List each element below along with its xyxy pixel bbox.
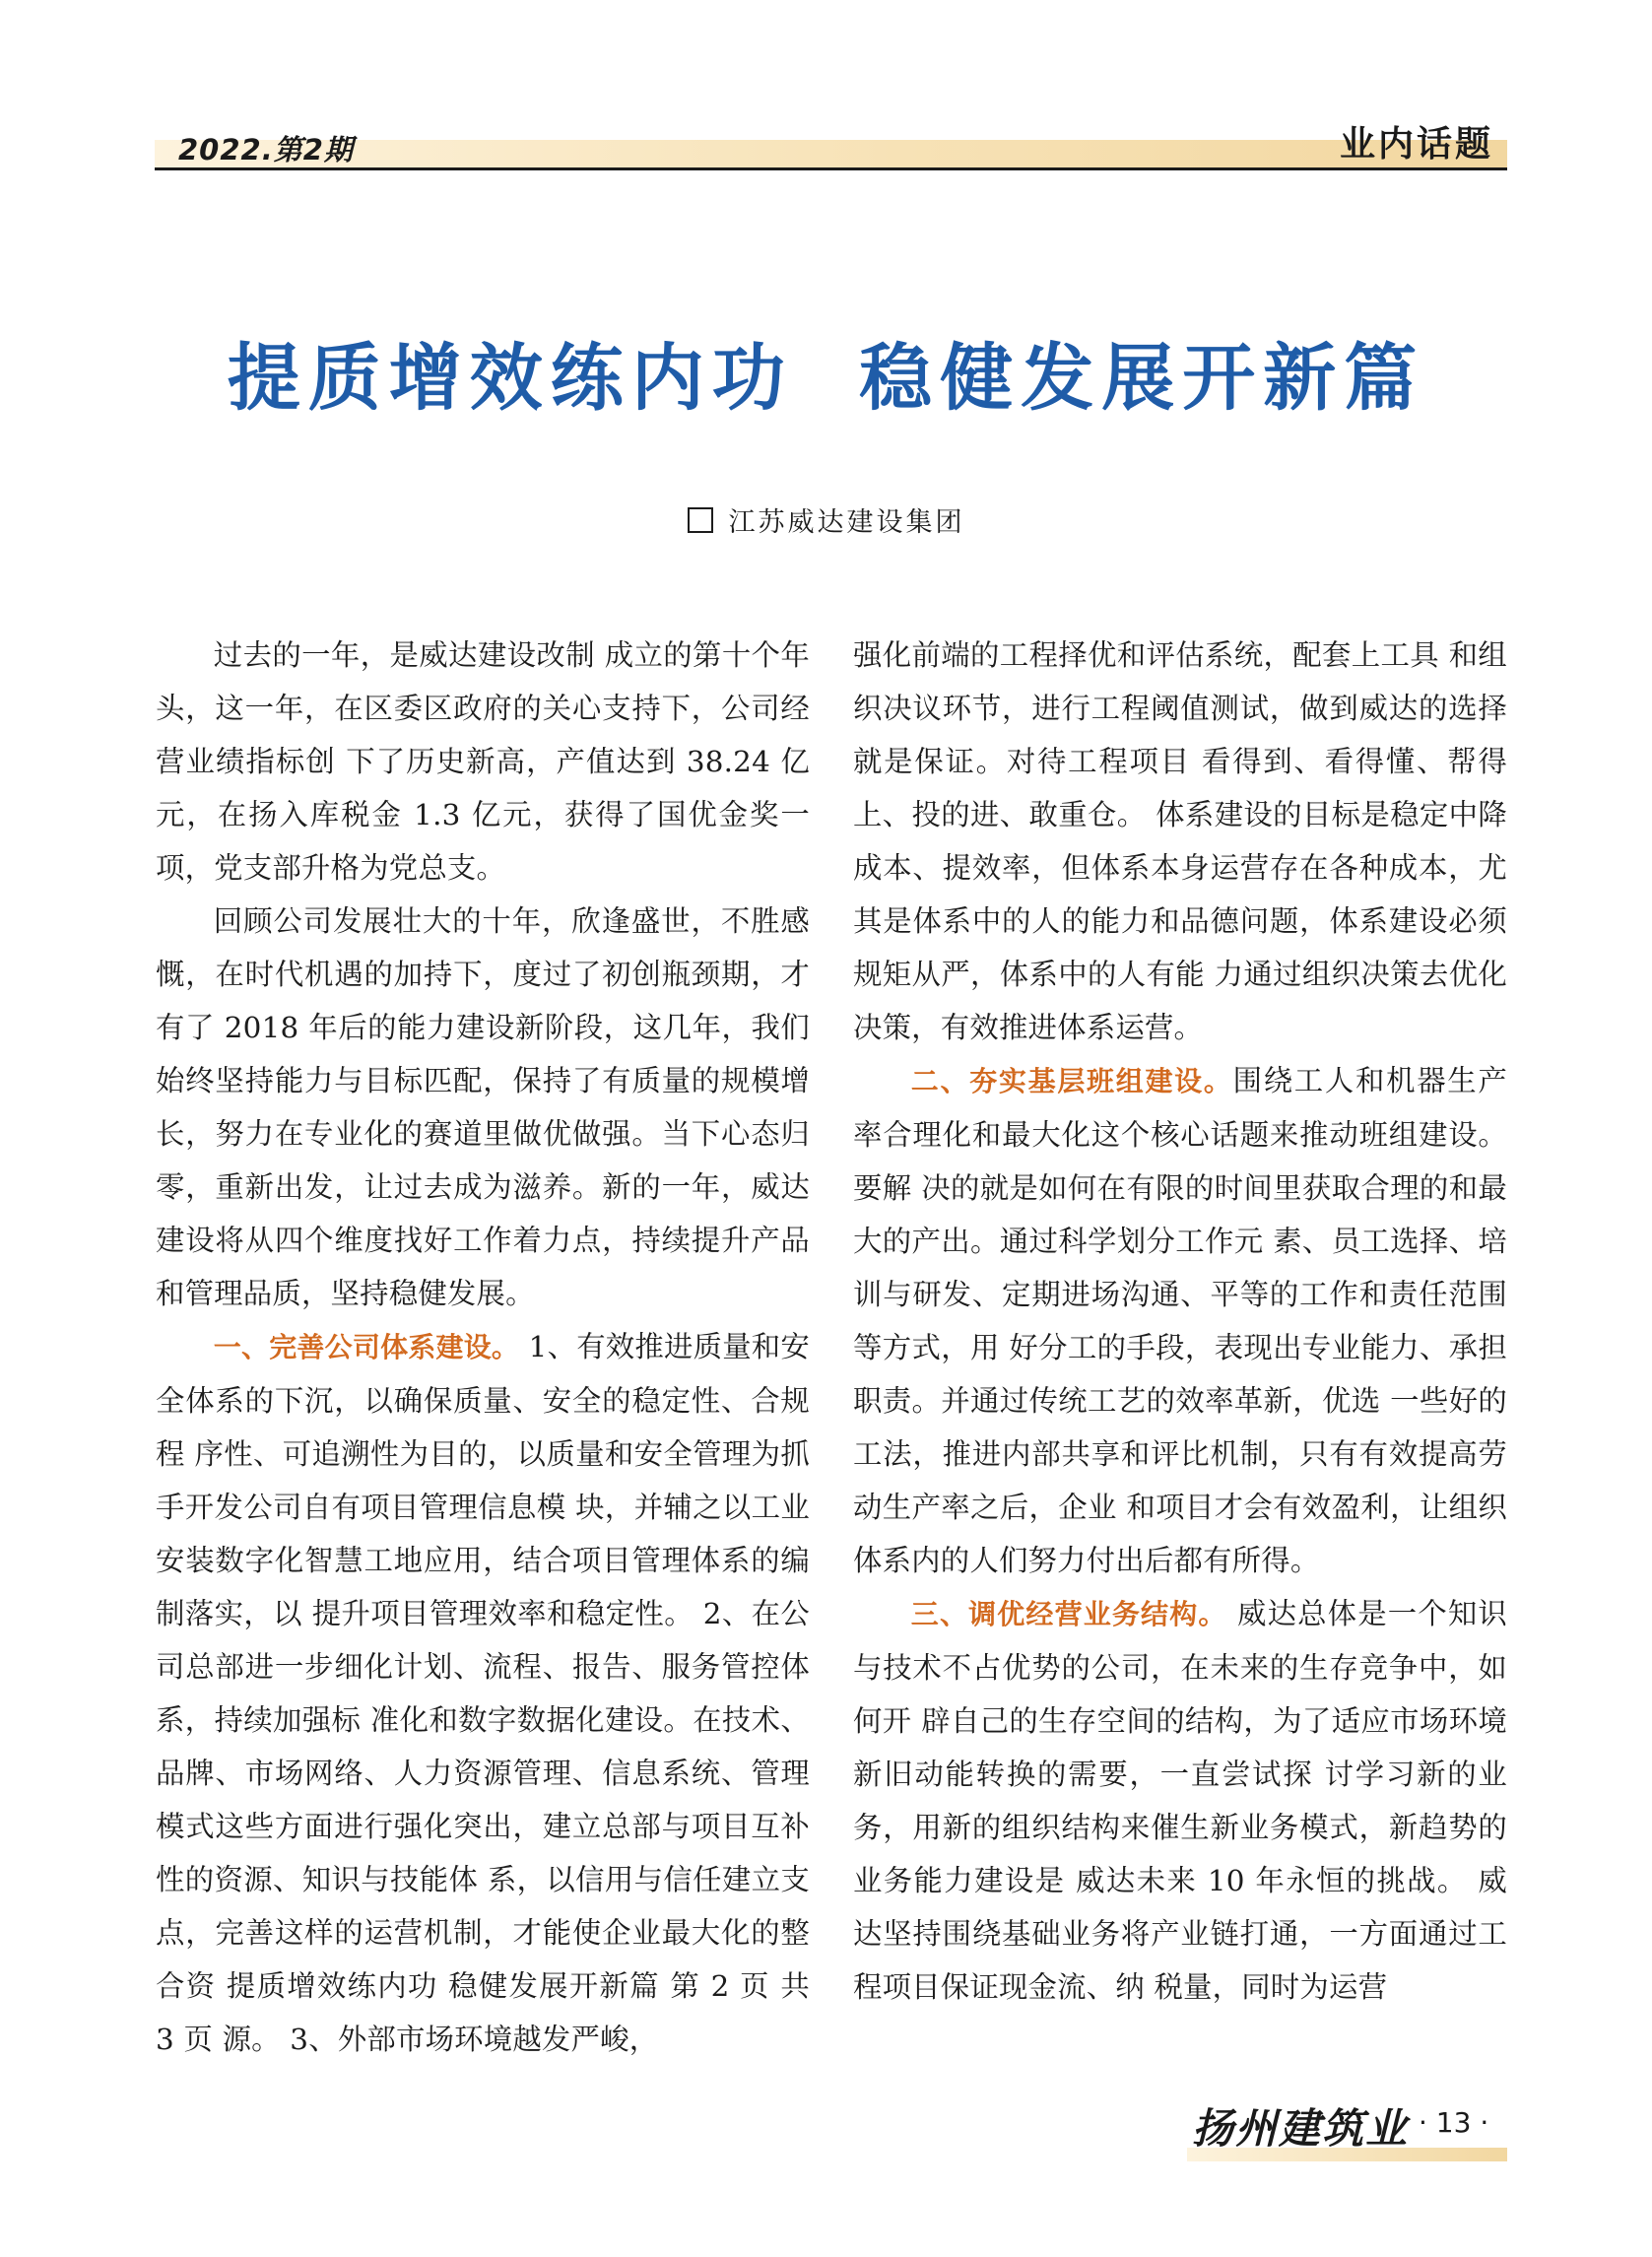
paragraph: 强化前端的工程择优和评估系统，配套上工具 和组织决议环节，进行工程阈值测试，做到威达的选择就是保证。对待工程项目 看得到、看得懂、帮得上、投的进、敢重仓。 体系建设的目标是稳定中降成本、提效率，但体系本身运营存在各种成本，尤其是体系中的人的能力和品德问题，体系建设必须规矩从严，体系中的人有能 力通过组织决策去优化决策，有效推进体系运营。 (853, 638, 1507, 1044)
paragraph (853, 1054, 1507, 1587)
paragraph-text: 围绕工人和机器生产率合理化和最大化这个核心话题来推动班组建设。要解 决的就是如何在有限的时间里获取合理的和最大的产出。通过科学划分工作元 素、员工选择、培训与研发、定期进场沟通、平等的工作和责任范围等方式，用 好分工的手段，表现出专业能力、承担职责。并通过传统工艺的效率革新，优选 一些好的工法，推进内部共享和评比机制，只有有效提高劳动生产率之后，企业 和项目才会有效盈利，让组织体系内的人们努力付出后都有所得。 (853, 1064, 1507, 1577)
right-column (853, 629, 1507, 2014)
issue-label: 2022.第2期 (178, 133, 354, 166)
article-title: 提质增效练内功 稳健发展开新篇 (227, 336, 1425, 421)
square-icon (688, 507, 713, 533)
section-label: 业内话题 (1339, 124, 1493, 165)
section-heading: 三、调优经营业务结构。 (910, 1598, 1227, 1630)
page-number: · 13 · (1419, 2106, 1489, 2139)
paragraph: 过去的一年，是威达建设改制 成立的第十个年头，这一年，在区委区政府的关心支持下，公司经营业绩指标创 下了历史新高，产值达到 38.24 亿元，在扬入库税金 1.3 亿元，获得了国优金奖一项，党支部升格为党总支。 (156, 638, 810, 885)
header-band (155, 140, 1507, 167)
byline (0, 500, 1652, 539)
paragraph (853, 1587, 1507, 2014)
section-heading: 二、夯实基层班组建设。 (910, 1065, 1233, 1097)
page-header (155, 110, 1507, 173)
section-heading: 一、完善公司体系建设。 (213, 1331, 520, 1363)
author: 江苏威达建设集团 (728, 507, 965, 538)
paragraph: 回顾公司发展壮大的十年，欣逢盛世，不胜感慨，在时代机遇的加持下，度过了初创瓶颈期，才有了 2018 年后的能力建设新阶段，这几年，我们始终坚持能力与目标匹配，保持了有质量的规模增长，努力在专业化的赛道里做优做强。当下心态归零，重新出发，让过去成为滋养。新的一年，威达建设将从四个维度找好工作着力点，持续提升产品和管理品质，坚持稳健发展。 (156, 904, 810, 1310)
magazine-logo: 扬州建筑业 (1192, 2104, 1410, 2153)
paragraph-text: 1、有效推进质量和安全体系的下沉，以确保质量、安全的稳定性、合规程 序性、可追溯性为目的，以质量和安全管理为抓手开发公司自有项目管理信息模 块，并辅之以工业安装数字化智慧工地应用，结合项目管理体系的编制落实，以 提升项目管理效率和稳定性。 2、在公司总部进一步细化计划、流程、报告、服务管控体系，持续加强标 准化和数字数据化建设。在技术、品牌、市场网络、人力资源管理、信息系统、管理模式这些方面进行强化突出，建立总部与项目互补性的资源、知识与技能体 系，以信用与信任建立支点，完善这样的运营机制，才能使企业最大化的整合资 提质增效练内功 稳健发展开新篇 第 2 页 共 3 页 源。 3、外部市场环境越发严峻， (156, 1330, 810, 2056)
header-rule (155, 167, 1507, 170)
paragraph-text: 威达总体是一个知识与技术不占优势的公司，在未来的生存竞争中，如何开 辟自己的生存空间的结构，为了适应市场环境新旧动能转换的需要，一直尝试探 讨学习新的业务，用新的组织结构来催生新业务模式，新趋势的业务能力建设是 威达未来 10 年永恒的挑战。 威达坚持围绕基础业务将产业链打通，一方面通过工程项目保证现金流、纳 税量，同时为运营 (853, 1597, 1508, 2004)
left-column (156, 629, 810, 2066)
paragraph (156, 1320, 810, 2066)
